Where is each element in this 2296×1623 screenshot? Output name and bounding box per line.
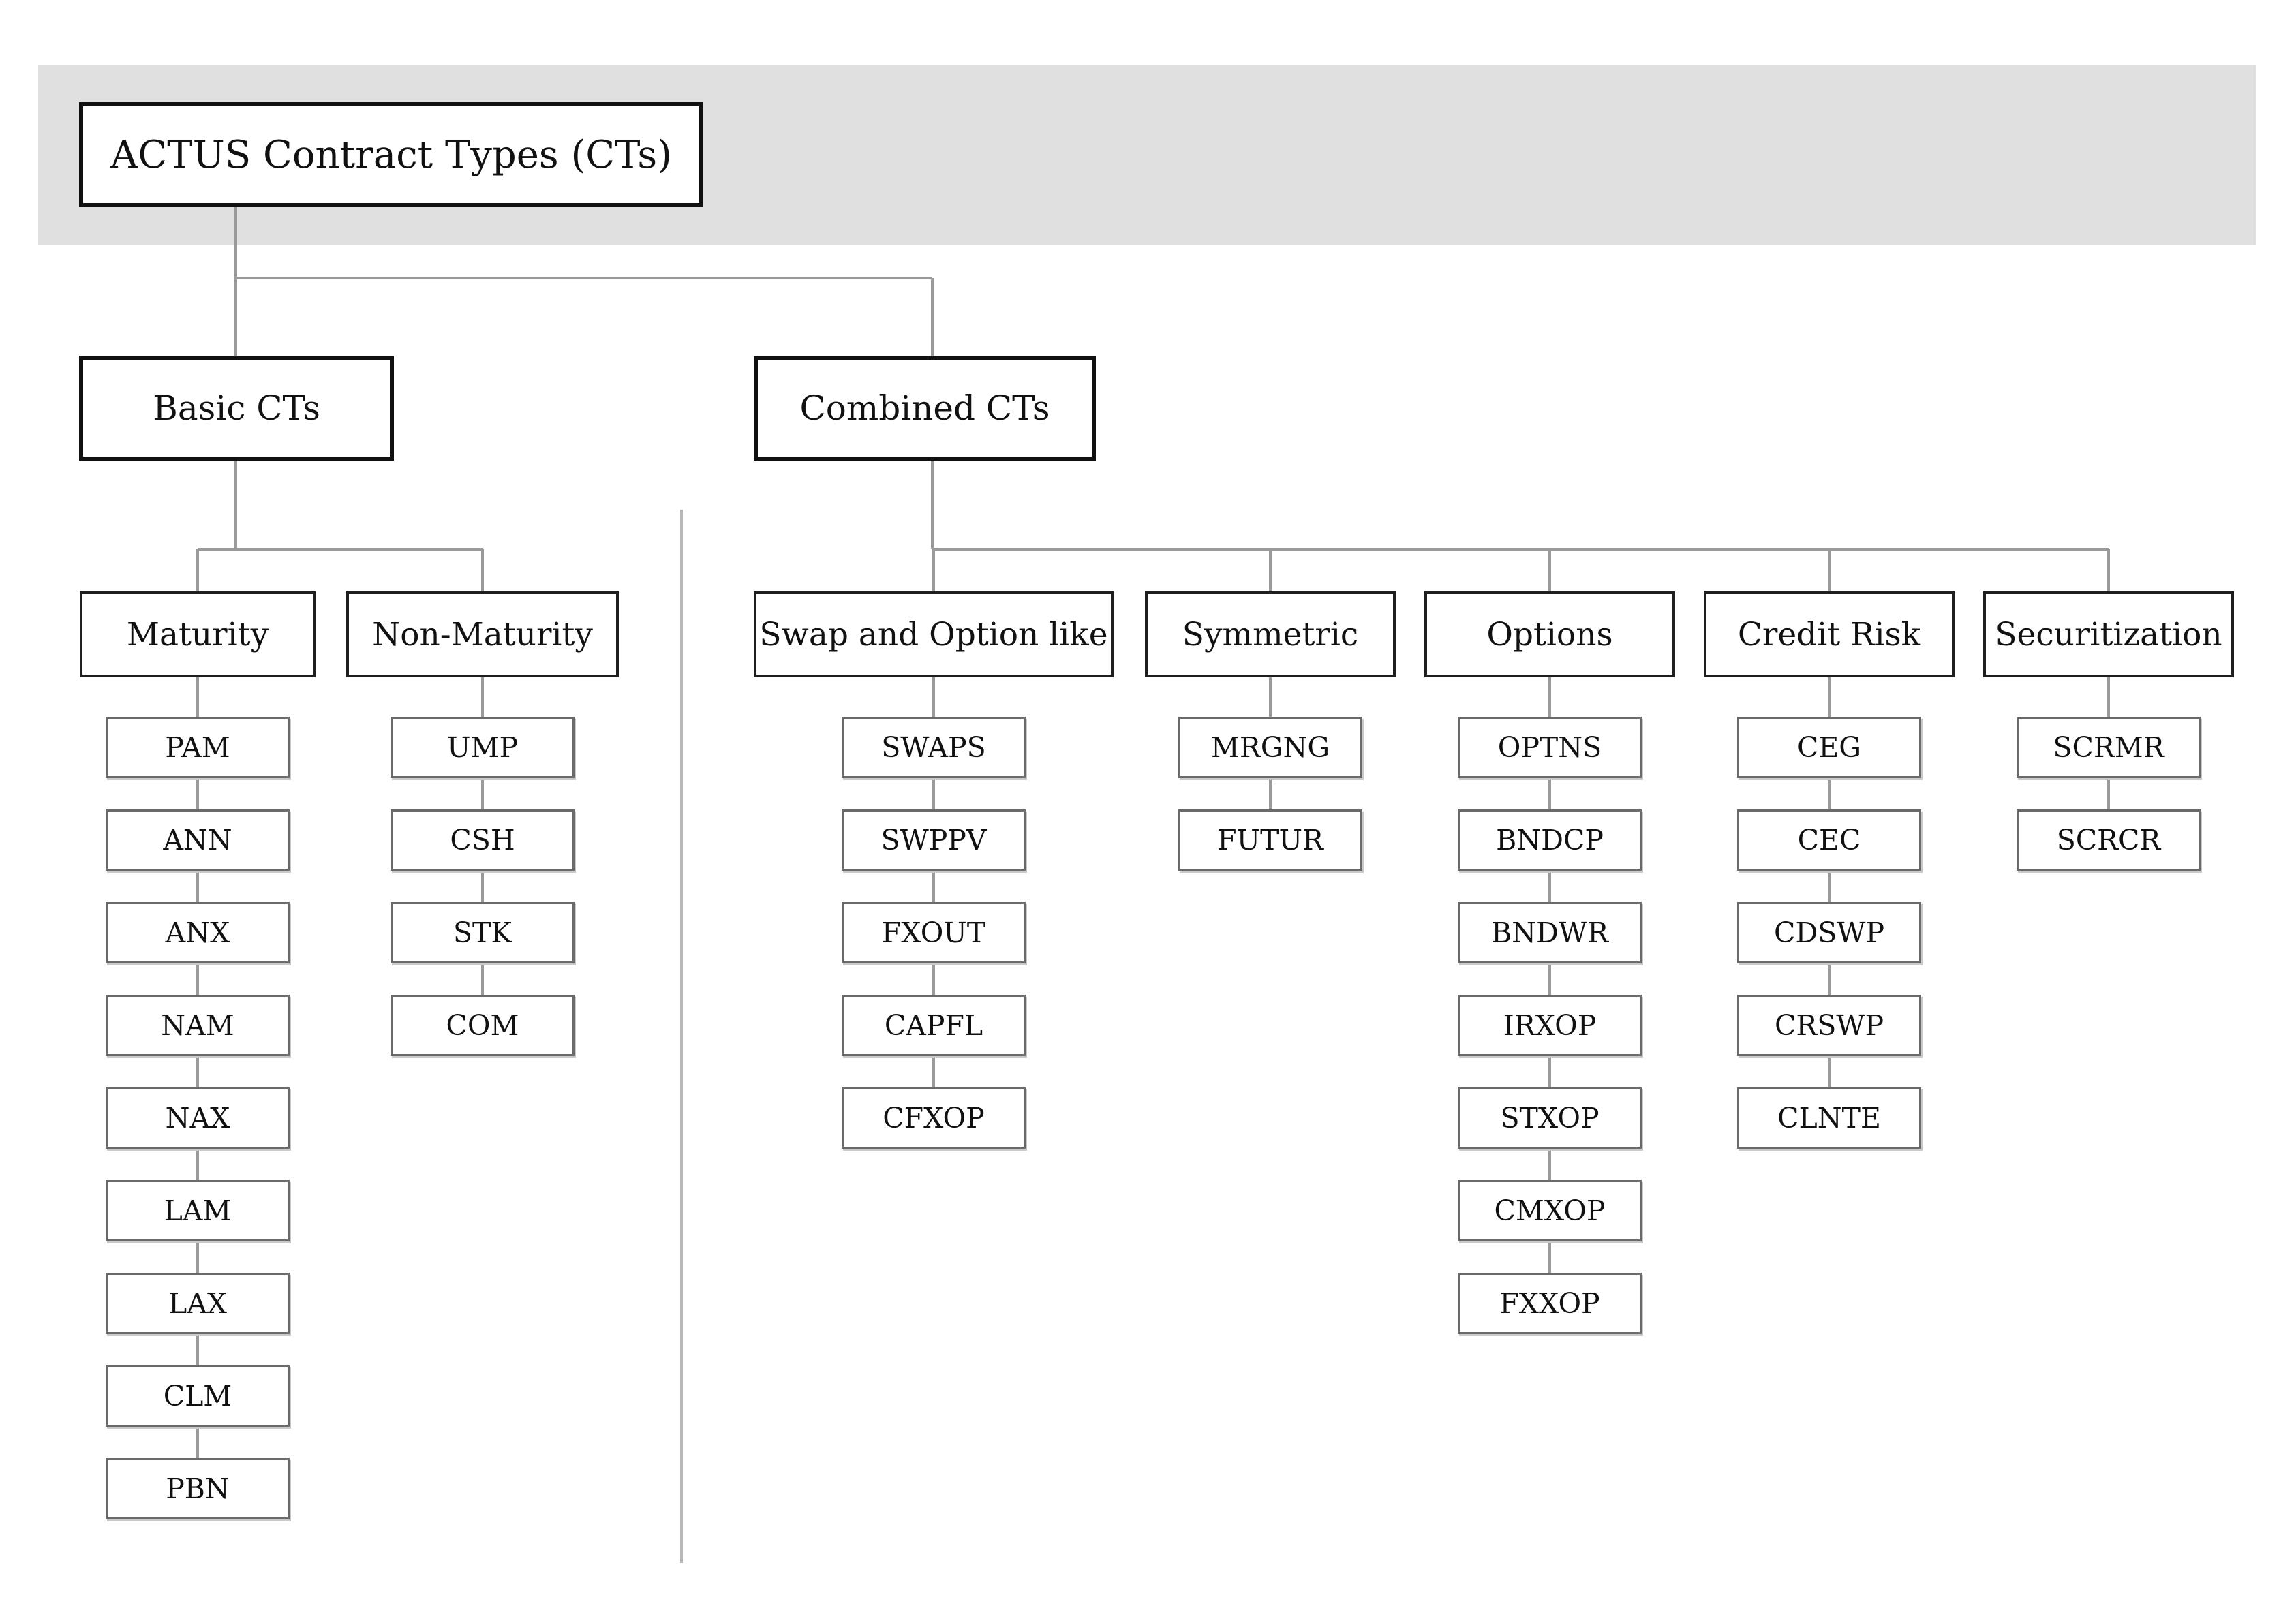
connector-line xyxy=(481,871,484,902)
connector-line xyxy=(932,548,2109,551)
contract-type-pbn-label: PBN xyxy=(166,1472,230,1505)
contract-type-crswp xyxy=(1737,995,1921,1056)
connector-line xyxy=(932,1056,935,1087)
category-options-label: Options xyxy=(1486,615,1613,653)
connector-line xyxy=(1548,1241,1551,1273)
connector-line xyxy=(1548,1056,1551,1087)
contract-type-ump xyxy=(391,717,575,778)
connector-line xyxy=(481,778,484,809)
contract-type-cfxop-label: CFXOP xyxy=(883,1102,985,1134)
connector-line xyxy=(196,1427,199,1458)
contract-type-cmxop-label: CMXOP xyxy=(1494,1194,1606,1227)
contract-type-capfl xyxy=(842,995,1026,1056)
contract-type-csh-label: CSH xyxy=(450,824,515,856)
category-symmetric xyxy=(1145,591,1396,677)
category-securitization-label: Securitization xyxy=(1995,615,2222,653)
contract-type-com-label: COM xyxy=(446,1009,519,1042)
connector-line xyxy=(1828,871,1831,902)
connector-line xyxy=(198,548,483,551)
contract-type-scrmr xyxy=(2017,717,2201,778)
connector-line xyxy=(932,778,935,809)
connector-line xyxy=(2107,677,2110,717)
contract-type-scrcr xyxy=(2017,809,2201,871)
connector-line xyxy=(234,461,237,549)
contract-type-ump-label: UMP xyxy=(446,731,519,764)
category-non-maturity-label: Non-Maturity xyxy=(372,615,593,653)
contract-type-optns xyxy=(1458,717,1642,778)
contract-type-clm xyxy=(106,1365,290,1427)
contract-type-stk-label: STK xyxy=(453,916,512,949)
group-basic-cts-label: Basic CTs xyxy=(153,388,320,428)
group-combined-cts xyxy=(754,356,1096,461)
contract-type-futur xyxy=(1178,809,1362,871)
contract-type-cfxop xyxy=(842,1087,1026,1149)
connector-line xyxy=(1269,677,1272,717)
contract-type-pam xyxy=(106,717,290,778)
contract-type-clm-label: CLM xyxy=(163,1380,232,1412)
contract-type-com xyxy=(391,995,575,1056)
contract-type-cdswp xyxy=(1737,902,1921,963)
root-label: ACTUS Contract Types (CTs) xyxy=(110,132,673,177)
category-securitization xyxy=(1983,591,2234,677)
contract-type-nam xyxy=(106,995,290,1056)
contract-type-cec xyxy=(1737,809,1921,871)
category-options xyxy=(1424,591,1675,677)
category-maturity-label: Maturity xyxy=(126,615,269,653)
contract-type-bndwr xyxy=(1458,902,1642,963)
contract-type-lax-label: LAX xyxy=(168,1287,228,1320)
connector-line xyxy=(931,461,934,549)
category-symmetric-label: Symmetric xyxy=(1182,615,1359,653)
connector-line xyxy=(481,549,484,591)
connector-line xyxy=(234,207,237,356)
connector-line xyxy=(1548,778,1551,809)
connector-line xyxy=(932,677,935,717)
connector-line xyxy=(1828,1056,1831,1087)
contract-type-irxop xyxy=(1458,995,1642,1056)
contract-type-ann xyxy=(106,809,290,871)
contract-type-nam-label: NAM xyxy=(161,1009,234,1042)
contract-type-futur-label: FUTUR xyxy=(1217,824,1323,856)
connector-line xyxy=(196,549,199,591)
contract-type-mrgng-label: MRGNG xyxy=(1210,731,1330,764)
connector-line xyxy=(196,1334,199,1365)
contract-type-swppv-label: SWPPV xyxy=(881,824,987,856)
contract-type-stxop-label: STXOP xyxy=(1500,1102,1599,1134)
connector-line xyxy=(196,963,199,995)
contract-type-nax-label: NAX xyxy=(165,1102,230,1134)
contract-type-stxop xyxy=(1458,1087,1642,1149)
contract-type-crswp-label: CRSWP xyxy=(1774,1009,1884,1042)
connector-line xyxy=(236,277,932,279)
category-credit-risk-label: Credit Risk xyxy=(1737,615,1921,653)
contract-type-fxout xyxy=(842,902,1026,963)
connector-line xyxy=(932,963,935,995)
category-non-maturity xyxy=(346,591,619,677)
connector-line xyxy=(1548,677,1551,717)
connector-line xyxy=(481,963,484,995)
connector-line xyxy=(931,278,934,356)
category-credit-risk xyxy=(1704,591,1955,677)
category-maturity xyxy=(80,591,316,677)
connector-line xyxy=(932,871,935,902)
connector-line xyxy=(1548,871,1551,902)
contract-type-irxop-label: IRXOP xyxy=(1503,1009,1597,1042)
connector-line xyxy=(1828,963,1831,995)
category-swap-and-option-like xyxy=(754,591,1114,677)
group-basic-cts xyxy=(79,356,394,461)
contract-type-bndwr-label: BNDWR xyxy=(1491,916,1608,949)
contract-type-bndcp xyxy=(1458,809,1642,871)
contract-type-ann-label: ANN xyxy=(163,824,232,856)
contract-type-clnte-label: CLNTE xyxy=(1777,1102,1881,1134)
contract-type-ceg-label: CEG xyxy=(1796,731,1862,764)
connector-line xyxy=(196,1241,199,1273)
connector-line xyxy=(1828,778,1831,809)
contract-type-stk xyxy=(391,902,575,963)
group-combined-cts-label: Combined CTs xyxy=(799,388,1050,428)
contract-type-pbn xyxy=(106,1458,290,1519)
connector-line xyxy=(196,778,199,809)
connector-line xyxy=(196,1149,199,1180)
root-node xyxy=(79,102,703,207)
contract-type-scrcr-label: SCRCR xyxy=(2056,824,2161,856)
contract-type-fxout-label: FXOUT xyxy=(881,916,986,949)
connector-line xyxy=(1828,549,1831,591)
contract-type-nax xyxy=(106,1087,290,1149)
contract-type-fxxop-label: FXXOP xyxy=(1499,1287,1600,1320)
contract-type-capfl-label: CAPFL xyxy=(884,1009,983,1042)
category-swap-and-option-like-label: Swap and Option like xyxy=(759,615,1108,653)
contract-type-swaps-label: SWAPS xyxy=(881,731,986,764)
connector-line xyxy=(196,871,199,902)
contract-type-cmxop xyxy=(1458,1180,1642,1241)
contract-type-bndcp-label: BNDCP xyxy=(1496,824,1604,856)
contract-type-pam-label: PAM xyxy=(165,731,230,764)
connector-line xyxy=(1269,549,1272,591)
contract-type-ceg xyxy=(1737,717,1921,778)
contract-type-clnte xyxy=(1737,1087,1921,1149)
connector-line xyxy=(932,549,935,591)
connector-line xyxy=(1828,677,1831,717)
contract-type-anx-label: ANX xyxy=(165,916,230,949)
contract-type-cdswp-label: CDSWP xyxy=(1773,916,1885,949)
contract-type-anx xyxy=(106,902,290,963)
connector-line xyxy=(481,677,484,717)
connector-line xyxy=(2107,778,2110,809)
connector-line xyxy=(1548,549,1551,591)
contract-type-mrgng xyxy=(1178,717,1362,778)
connector-line xyxy=(1548,963,1551,995)
contract-type-lam xyxy=(106,1180,290,1241)
connector-line xyxy=(1548,1149,1551,1180)
contract-type-swppv xyxy=(842,809,1026,871)
contract-type-fxxop xyxy=(1458,1273,1642,1334)
contract-type-lam-label: LAM xyxy=(164,1194,232,1227)
contract-type-swaps xyxy=(842,717,1026,778)
connector-line xyxy=(1269,778,1272,809)
connector-line xyxy=(196,1056,199,1087)
group-separator xyxy=(680,510,683,1563)
contract-type-cec-label: CEC xyxy=(1797,824,1861,856)
connector-line xyxy=(196,677,199,717)
contract-type-scrmr-label: SCRMR xyxy=(2053,731,2164,764)
contract-type-optns-label: OPTNS xyxy=(1497,731,1602,764)
contract-type-lax xyxy=(106,1273,290,1334)
contract-type-csh xyxy=(391,809,575,871)
connector-line xyxy=(2107,549,2110,591)
